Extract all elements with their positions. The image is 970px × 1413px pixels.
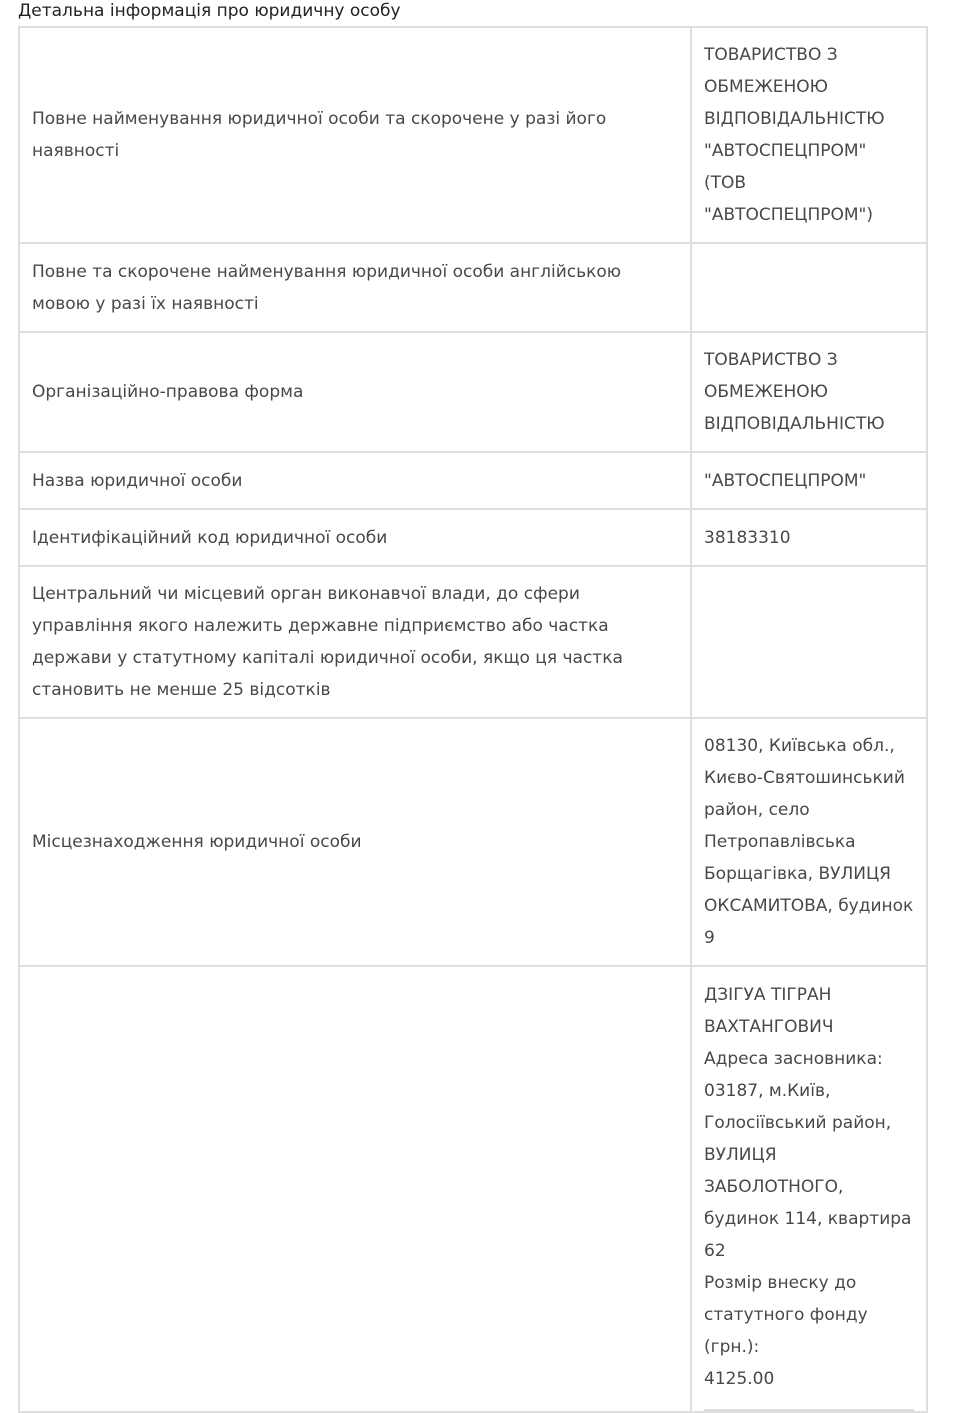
table-row-location (19, 718, 927, 966)
row-value (691, 509, 927, 566)
row-value (691, 452, 927, 509)
row-label: Назва юридичної особи (19, 452, 691, 509)
table-row-entity-name (19, 452, 927, 509)
row-value-text: 08130, Київська обл., Києво-Святошинський район, село Петропавлівська Борщагівка, ВУЛИЦЯ ОКСАМИТОВА, будинок 9 (704, 736, 914, 948)
founder-separator (704, 1409, 914, 1411)
row-value (691, 966, 927, 1412)
row-value-text: 38183310 (704, 527, 791, 548)
row-value (691, 243, 927, 332)
table-row-government-authority (19, 566, 927, 718)
table-row-legal-form (19, 332, 927, 452)
entity-details-table (18, 26, 928, 1413)
row-value-text: ТОВАРИСТВО З ОБМЕЖЕНОЮ ВІДПОВІДАЛЬНІСТЮ "АВТОСПЕЦПРОМ" (ТОВ "АВТОСПЕЦПРОМ") (704, 45, 885, 225)
row-value (691, 566, 927, 718)
row-label (19, 966, 691, 1412)
row-value (691, 27, 927, 243)
row-value (691, 718, 927, 966)
row-label: Центральний чи місцевий орган виконавчої влади, до сфери управління якого належить державне підприємство або частка держави у статутному капіталі юридичної особи, якщо ця частка становить не менше 25 відсотків (19, 566, 691, 718)
table-row-english-name (19, 243, 927, 332)
page-caption: Детальна інформація про юридичну особу (18, 1, 401, 21)
table-row-founders (19, 966, 927, 1412)
row-label: Місцезнаходження юридичної особи (19, 718, 691, 966)
table-row-full-name (19, 27, 927, 243)
row-label: Повне та скорочене найменування юридичної особи англійською мовою у разі їх наявності (19, 243, 691, 332)
founder-entry: ДЗІГУА ТІГРАН ВАХТАНГОВИЧ Адреса засновника: 03187, м.Київ, Голосіївський район, ВУЛИЦЯ ЗАБОЛОТНОГО, будинок 114, квартира 62 Розмір внеску до статутного фонду (грн.): 4125.00 (704, 985, 912, 1389)
row-label: Ідентифікаційний код юридичної особи (19, 509, 691, 566)
table-row-identification-code (19, 509, 927, 566)
row-value (691, 332, 927, 452)
row-label: Організаційно-правова форма (19, 332, 691, 452)
row-value-text: "АВТОСПЕЦПРОМ" (704, 470, 867, 491)
row-value-text: ТОВАРИСТВО З ОБМЕЖЕНОЮ ВІДПОВІДАЛЬНІСТЮ (704, 350, 885, 434)
row-label: Повне найменування юридичної особи та скорочене у разі його наявності (19, 27, 691, 243)
